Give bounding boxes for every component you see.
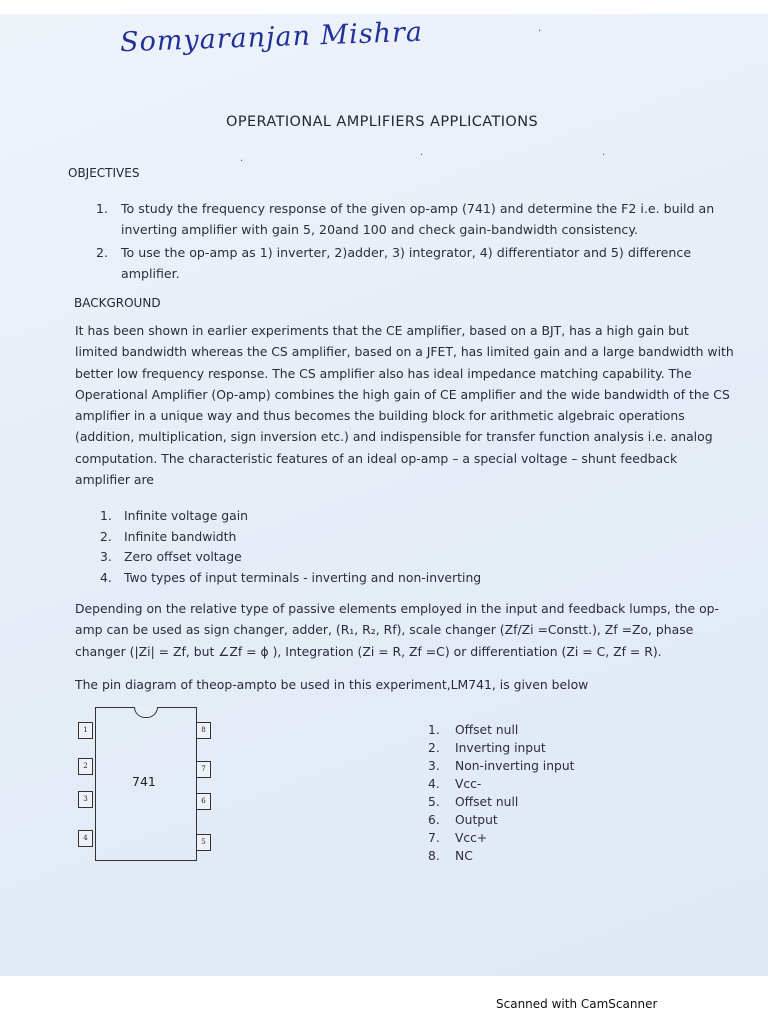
pin-7: 7 <box>196 761 211 778</box>
objectives-heading: OBJECTIVES <box>68 166 140 180</box>
pin-item: 8. NC <box>428 849 473 863</box>
handwritten-signature: Somyaranjan Mishra <box>119 16 424 59</box>
property-item: 1. Infinite voltage gain <box>100 508 249 523</box>
chip-notch <box>134 707 158 718</box>
property-item: 4. Two types of input terminals - inverting and non-inverting <box>100 569 482 585</box>
objective-item: 2. To use the op-amp as 1) inverter, 2)adder, 3) integrator, 4) differentiator and 5) difference amplifier. <box>96 245 692 281</box>
pin-2: 2 <box>78 758 93 775</box>
pin-5: 5 <box>196 834 211 851</box>
page-title: OPERATIONAL AMPLIFIERS APPLICATIONS <box>226 114 539 130</box>
background-paragraph: It has been shown in earlier experiments that the CE amplifier, based on a BJT, has a high gain but limited bandwidth whereas the CS amplifier, based on a JFET, has limited gain and a large bandwidth with better low frequency response. The CS amplifier also has ideal impedance matching capability. The Operational Amplifier (Op-amp) combines the high gain of CE amplifier and the wide bandwidth of the CS amplifier in a unique way and thus becomes the building block for arithmetic algebraic operations (addition, multiplication, sign inversion etc.) and indispensible for transfer function analysis i.e. analog computation. The characteristic features of an ideal op-amp – a special voltage – shunt feedback amplifier are <box>75 323 734 488</box>
property-item: 2. Infinite bandwidth <box>100 528 237 544</box>
chip-label: 741 <box>132 774 156 789</box>
ic-741-chip <box>95 707 197 861</box>
property-item: 3. Zero offset voltage <box>100 549 242 564</box>
objectives-list <box>96 198 736 286</box>
ink-speck: · <box>420 150 424 161</box>
pin-item: 5. Offset null <box>428 795 519 809</box>
ink-speck: · <box>602 150 606 161</box>
pin-item: 1. Offset null <box>428 723 519 737</box>
applications-paragraph: Depending on the relative type of passive elements employed in the input and feedback lumps, the op-amp can be used as sign changer, adder, (R₁, R₂, Rf), scale changer (Zf/Zi =Constt.), Zf =Zo, phase changer (|Zi| = Zf, but ∠Zf = ϕ ), Integration (Zi = R, Zf =C) or differentiation (Zi = C, Zf = R). <box>75 601 720 659</box>
pin-4: 4 <box>78 830 93 847</box>
pin-item: 7. Vcc+ <box>428 831 488 845</box>
objective-item: 1. To study the frequency response of the given op-amp (741) and determine the F2 i.e. build an inverting amplifier with gain 5, 20and 100 and check gain-bandwidth consistency. <box>96 201 715 237</box>
pin-diagram-intro: The pin diagram of theop-ampto be used in this experiment,LM741, is given below <box>75 677 589 692</box>
scanner-watermark: Scanned with CamScanner <box>496 997 658 1011</box>
background-heading: BACKGROUND <box>74 296 161 310</box>
pin-8: 8 <box>196 722 211 739</box>
pin-item: 6. Output <box>428 813 498 827</box>
ink-speck: · <box>538 26 542 37</box>
pin-6: 6 <box>196 793 211 810</box>
ideal-properties-list <box>100 506 481 588</box>
pin-function-list <box>428 721 574 865</box>
pin-1: 1 <box>78 722 93 739</box>
pin-item: 4. Vcc- <box>428 777 482 791</box>
pin-3: 3 <box>78 791 93 808</box>
pin-item: 3. Non-inverting input <box>428 759 575 773</box>
pin-item: 2. Inverting input <box>428 741 546 755</box>
scanned-page <box>0 14 768 976</box>
ink-speck: · <box>240 156 244 167</box>
